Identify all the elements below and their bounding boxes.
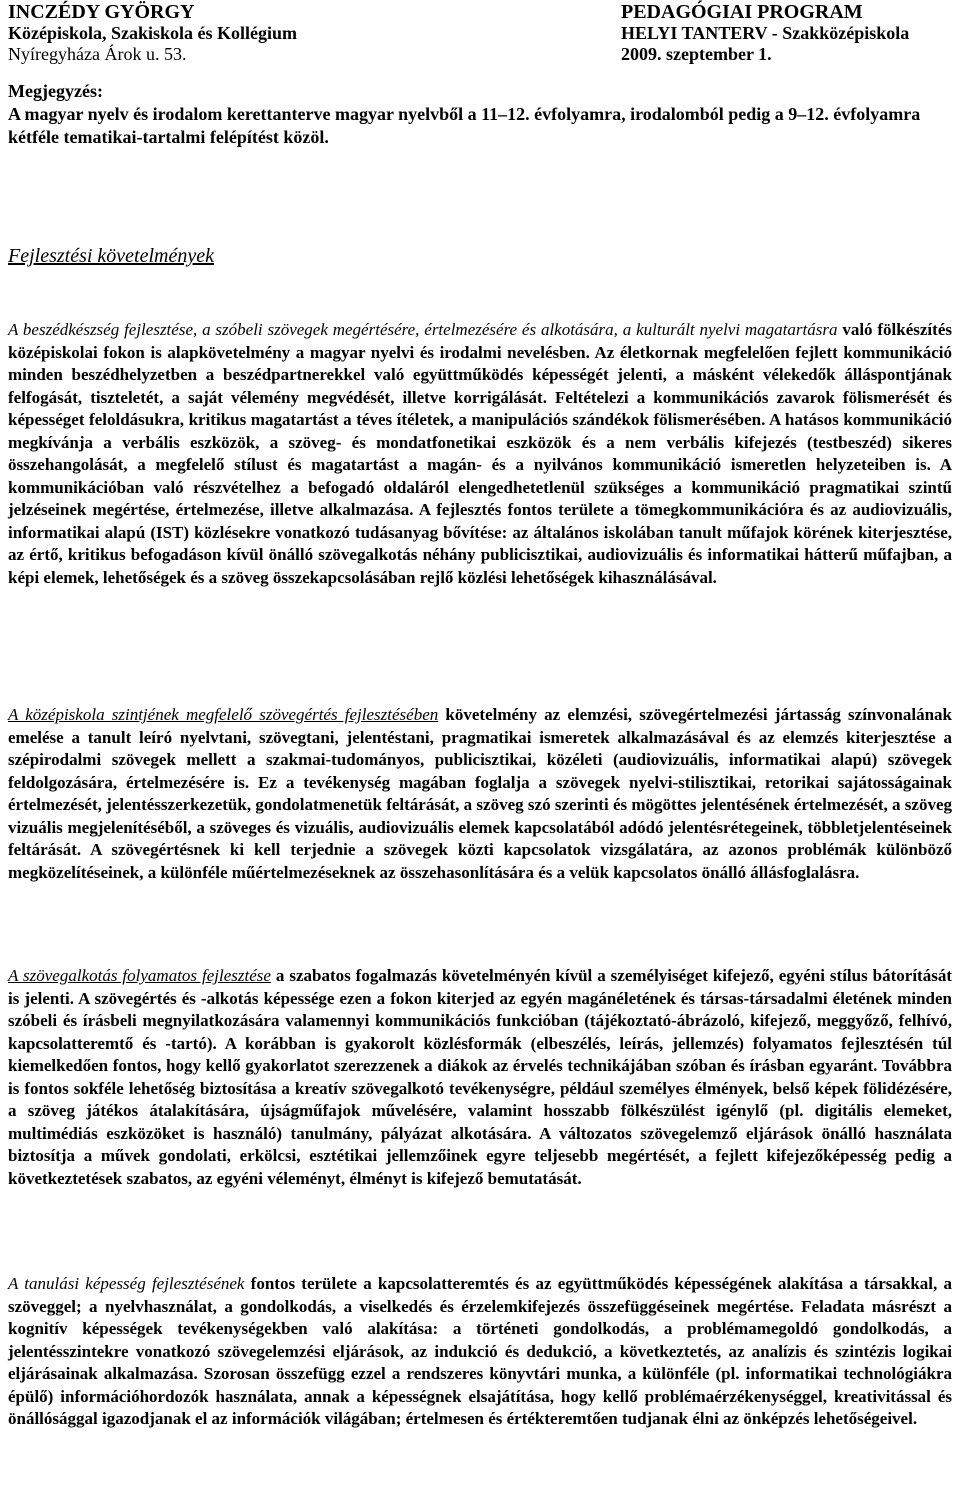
paragraph-lead: A szövegalkotás folyamatos fejlesztése	[8, 966, 271, 985]
note-block	[8, 80, 952, 149]
paragraph-text-creation	[8, 965, 952, 1190]
paragraph-body: követelmény az elemzési, szövegértelmezési jártasság színvonalának emelése a tanult leíró nyelvtani, szövegtani, jelentéstani, pragmatikai ismeretek alkalmazásával és az elemzés kiterjesztése a szépirodalmi szövegek mellett a szakmai-tudományos, publicisztikai, közéleti (audiovizuális, informatikai alapú) szövegek feldolgozására, értelmezésére is. Ez a tevékenység magában foglalja a szövegek nyelvi-stilisztikai, retorikai sajátosságainak értelmezését, jelentésszerkezetük, gondolatmenetük feltárását, a szöveg szó szerinti és mögöttes jelentésének értelmezését, a szöveg vizuális megjelenítéséből, a szöveges és vizuális, audiovizuális elemek kapcsolatából adódó jelentésrétegeinek, többletjelentéseinek feltárását. A szövegértésnek ki kell terjednie a szövegek közti kapcsolatok vizsgálatára, az azonos problémák különböző megközelítéseinek, a különféle műértelmezéseknek az összehasonlítására és a velük kapcsolatos önálló állásfoglalásra.	[8, 705, 952, 882]
paragraph-body: fontos területe a kapcsolatteremtés és az együttműködés képességének alakítása a társakkal, a szöveggel; a nyelvhasználat, a gondolkodás, a viselkedés és érzelemkifejezés összefüggéseinek megértése. Feladata másrészt a kognitív képességek tevékenységekben való alakítása: a történeti gondolkodás, a problémamegoldó gondolkodás, a jelentésszintekre vonatkozó szövegelemzési eljárások, az indukció és dedukció, a következtetés, az analízis és szintézis logikai eljárásainak alkalmazása. Szorosan összefügg ezzel a rendszeres könyvtári munka, a különféle (pl. informatikai technológiákra épülő) információhordozók használata, annak a képességnek elsajátítása, hogy kellő problémaérzékenységgel, kreativitással és önállósággal igazodjanak el az információk világában; értelmesen és értékteremtően tudjanak élni az önképzés lehetőségeivel.	[8, 1274, 952, 1428]
document-date: 2009. szeptember 1.	[621, 44, 772, 64]
school-address: Nyíregyháza Árok u. 53.	[8, 44, 187, 64]
curriculum-title: HELYI TANTERV - Szakközépiskola	[621, 23, 910, 43]
paragraph-lead: A beszédkészség fejlesztése, a szóbeli szövegek megértésére, értelmezésére és alkotására, a kulturált nyelvi magatartásra	[8, 320, 838, 339]
paragraph-lead: A középiskola szintjének megfelelő szövegértés fejlesztésében	[8, 705, 439, 724]
paragraph-body: való fölkészítés középiskolai fokon is alapkövetelmény a magyar nyelvi és irodalmi nevelésben. Az életkornak megfelelően fejlett kommunikáció minden beszédhelyzetben a beszédpartnerekkel való együttműködés képességét jelenti, a másként vélekedők álláspontjának felfogását, tiszteletét, a saját vélemény megvédését, illetve korrigálását. Feltételezi a kommunikációs zavarok fölismerését és képességet feloldásukra, kritikus magatartást a téves ítéletek, a manipulációs szándékok fölismerésében. A hatásos kommunikáció megkívánja a verbális eszközök, a szöveg- és mondatfonetikai eszközök és a nem verbális kifejezés (testbeszéd) sikeres összehangolását, a megfelelő stílust és magatartást a magán- és a nyilvános kommunikáció ismeretlen helyzeteiben is. A kommunikációban való részvételhez a befogadó oldaláról elengedhetetlenül szükséges a kommunikáció pragmatikai szintű jelzéseinek megértése, értelmezése, illetve alkalmazása. A fejlesztés fontos területe a tömegkommunikációra és az audiovizuális, informatikai alapú (IST) közlésekre vonatkozó tudásanyag bővítése: az általános iskolában tanult műfajok körének kiterjesztése, az értő, kritikus befogadáson kívül önálló szövegalkotás néhány publicisztikai, audiovizuális és informatikai hátterű műfajban, a képi elemek, lehetőségek és a szöveg összekapcsolásában rejlő közlési lehetőségek kihasználásával.	[8, 320, 952, 587]
note-text: A magyar nyelv és irodalom kerettanterve magyar nyelvből a 11–12. évfolyamra, irodalomból pedig a 9–12. évfolyamra kétféle tematikai-tartalmi felépítést közöl.	[8, 104, 921, 147]
paragraph-lead: A tanulási képesség fejlesztésének	[8, 1274, 245, 1293]
paragraph-body: a szabatos fogalmazás követelményén kívül a személyiséget kifejező, egyéni stílus bátorítását is jelenti. A szövegértés és -alkotás képessége ezen a fokon kiterjed az egyén magánéletének és társas-társadalmi életének minden szóbeli és írásbeli megnyilatkozására valamennyi kommunikációs funkcióban (tájékoztató-ábrázoló, kifejező, meggyőző, felhívó, kapcsolatteremtő és -tartó). A korábban is gyakorolt közlésformák (elbeszélés, leírás, jellemzés) folyamatos fejlesztésén túl kiemelkedően fontos, hogy kellő gyakorlatot szerezzenek a diákok az érvelés technikájában szóban és írásban egyaránt. Továbbra is fontos sokféle lehetőség biztosítása a kreatív szövegalkotó tevékenységre, például személyes élmények, belső képek fölidézésére, a szöveg játékos átalakítására, újságműfajok művelésére, valamint hosszabb fölkészülést igénylő (pl. digitális elemeket, multimédiás eszközöket is használó) tanulmány, pályázat alkotására. A változatos szövegelemző eljárások önálló használata biztosítja a művek gondolati, erkölcsi, esztétikai jellemzőinek egyre teljesebb megértését, a fejlett kifejezőképesség pedig a következtetések szabatos, az egyéni véleményt, élményt is kifejező bemutatását.	[8, 966, 952, 1188]
paragraph-speech-skills	[8, 319, 952, 589]
program-title: PEDAGÓGIAI PROGRAM	[621, 1, 863, 23]
section-heading: Fejlesztési követelmények	[8, 245, 214, 267]
school-name: INCZÉDY GYÖRGY	[8, 1, 195, 23]
paragraph-learning-skills	[8, 1273, 952, 1431]
header-left	[8, 2, 297, 65]
paragraph-text-comprehension	[8, 704, 952, 884]
note-title: Megjegyzés:	[8, 81, 103, 101]
page-header	[8, 2, 952, 66]
header-right	[621, 2, 909, 65]
school-type: Középiskola, Szakiskola és Kollégium	[8, 23, 298, 43]
